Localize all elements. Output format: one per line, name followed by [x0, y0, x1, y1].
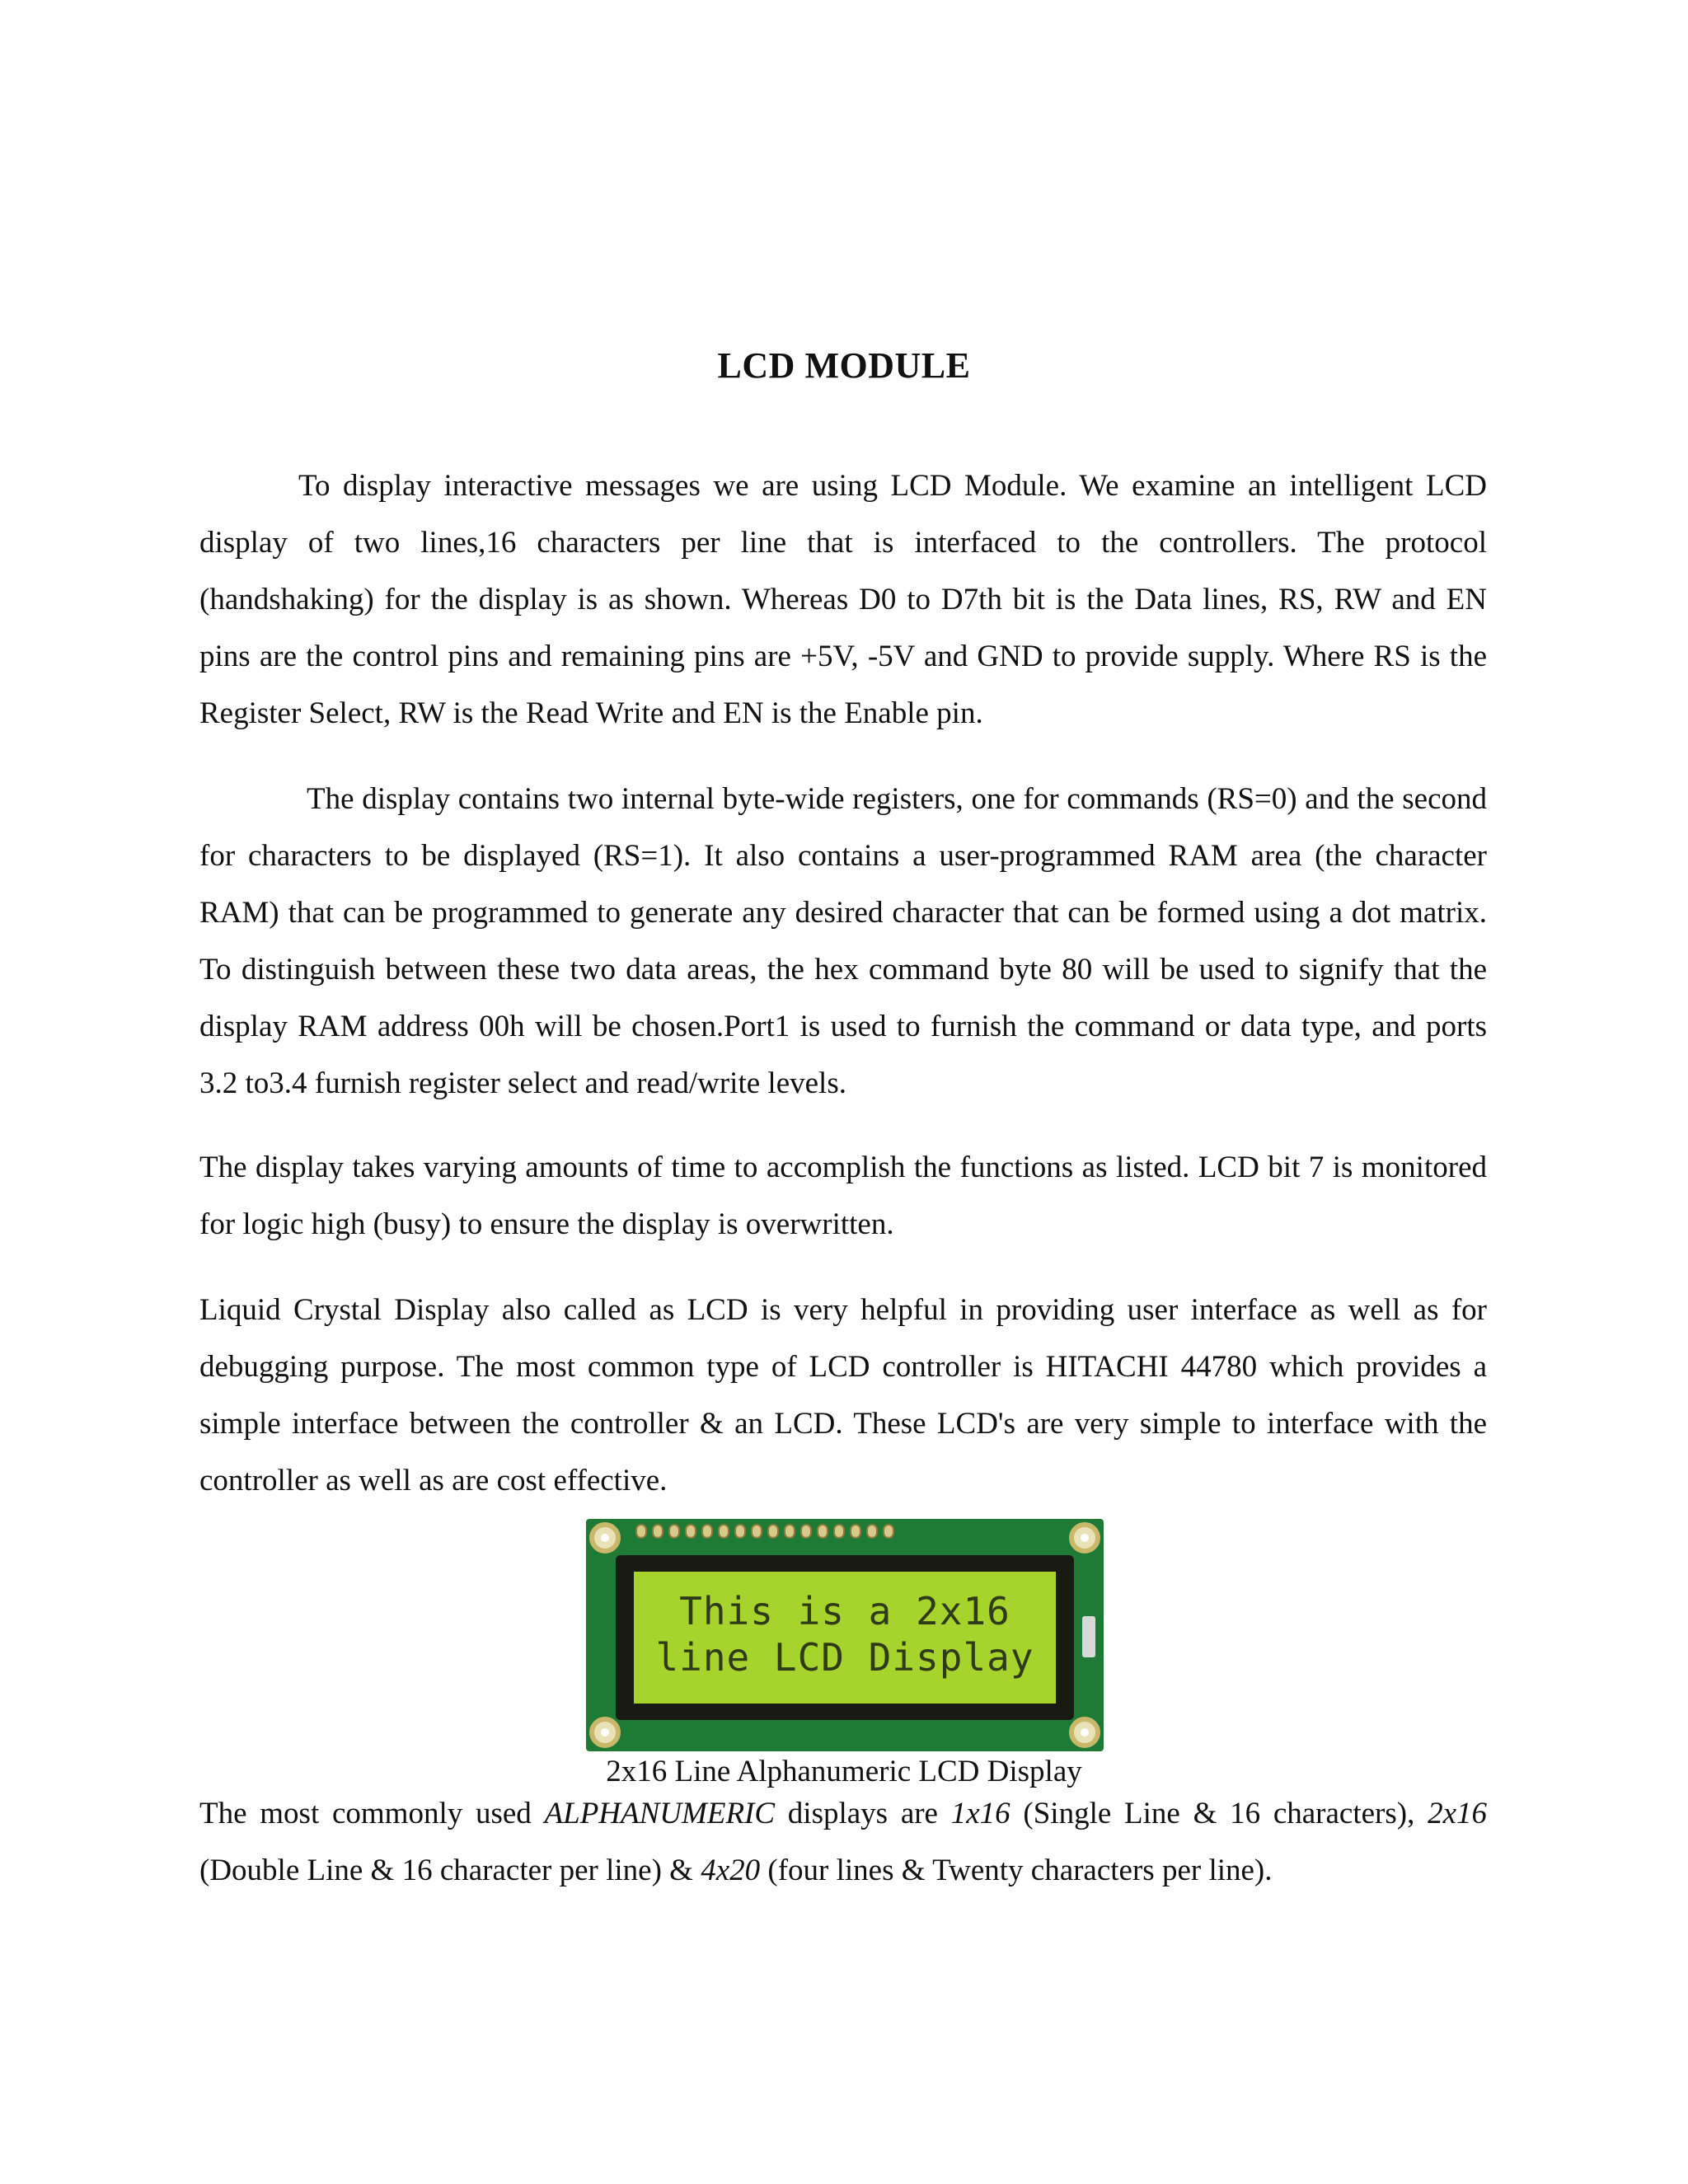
paragraph-intro: To display interactive messages we are using LCD Module. We examine an intelligent LCD display of two lines,16 characters per line that is interfaced to the controllers. The protocol (handshaking) for the display is as shown. Whereas D0 to D7th bit is the Data lines, RS, RW and EN pins are the control pins and remaining pins are +5V, -5V and GND to provide supply. Where RS is the Register Select, RW is the Read Write and EN is the Enable pin.	[199, 469, 1487, 730]
italic-term: 4x20	[701, 1854, 761, 1887]
mounting-hole	[589, 1522, 621, 1554]
paragraph-controller: Liquid Crystal Display also called as LCD is very helpful in providing user interface as well as for debugging purpose. The most common type of LCD controller is HITACHI 44780 which provides a simple interface between the controller & an LCD. These LCD's are very simple to interface with the controller as well as are cost effective.	[199, 1293, 1487, 1497]
text-run: (Single Line & 16 characters),	[1010, 1797, 1428, 1830]
side-connector	[1082, 1616, 1095, 1657]
paragraph-registers: The display contains two internal byte-wide registers, one for commands (RS=0) and the second for characters to be displayed (RS=1). It also contains a user-programmed RAM area (the character RAM) that can be programmed to generate any desired character that can be formed using a dot matrix. To distinguish between these two data areas, the hex command byte 80 will be used to signify that the display RAM address 00h will be chosen.Port1 is used to furnish the command or data type, and ports 3.2 to3.4 furnish register select and read/write levels.	[199, 782, 1487, 1100]
pin-header	[635, 1524, 894, 1539]
page-title: LCD MODULE	[717, 345, 971, 386]
lcd-screen	[634, 1572, 1056, 1704]
italic-term: 1x16	[950, 1797, 1010, 1830]
text-run: (four lines & Twenty characters per line).	[760, 1854, 1273, 1887]
figure-caption: 2x16 Line Alphanumeric LCD Display	[606, 1755, 1082, 1788]
paragraph-display-types	[199, 1785, 1487, 1899]
text-run: (Double Line & 16 character per line) &	[199, 1854, 701, 1887]
italic-term: ALPHANUMERIC	[544, 1797, 776, 1830]
text-run: The most commonly used	[199, 1797, 545, 1830]
lcd-module-image	[586, 1519, 1104, 1751]
paragraph-timing: The display takes varying amounts of time to accomplish the functions as listed. LCD bit 7 is monitored for logic high (busy) to ensure the display is overwritten.	[199, 1151, 1487, 1241]
lcd-bezel	[616, 1555, 1074, 1720]
mounting-hole	[1069, 1717, 1100, 1748]
lcd-line-1: This is a 2x16	[679, 1589, 1010, 1633]
italic-term: 2x16	[1428, 1797, 1488, 1830]
mounting-hole	[1069, 1522, 1100, 1554]
text-run: displays are	[775, 1797, 951, 1830]
lcd-line-2: line LCD Display	[655, 1635, 1034, 1680]
mounting-hole	[589, 1717, 621, 1748]
